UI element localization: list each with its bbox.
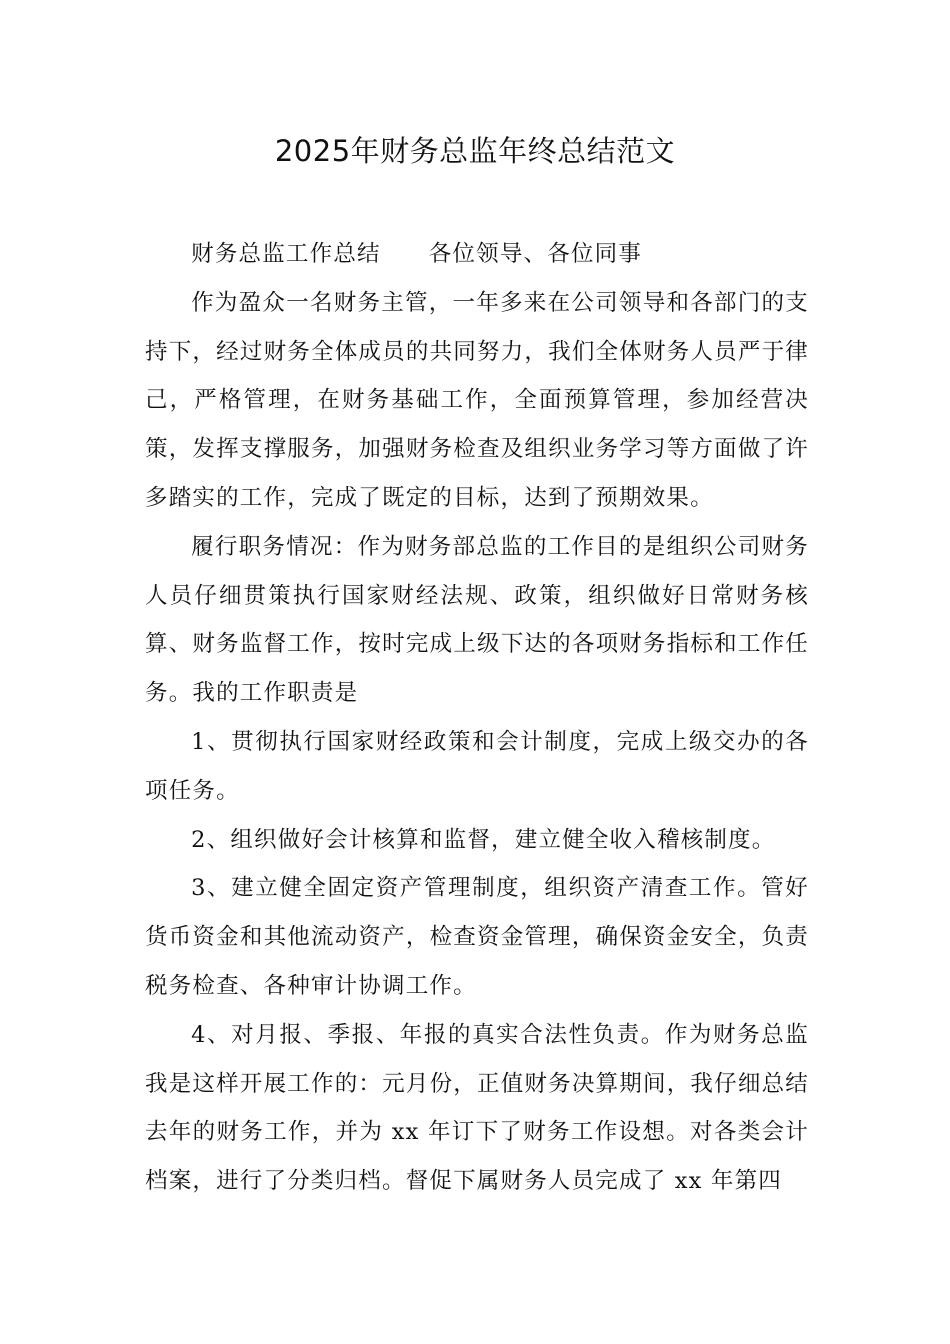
heading-right: 各位领导、各位同事	[428, 241, 643, 267]
paragraph-duties: 履行职务情况：作为财务部总监的工作目的是组织公司财务人员仔细贯策执行国家财经法规、政策，组织做好日常财务核算、财务监督工作，按时完成上级下达的各项财务指标和工作任务。我的工作职责是	[145, 533, 809, 707]
paragraph-item-1: 1、贯彻执行国家财经政策和会计制度，完成上级交办的各项任务。	[145, 728, 809, 804]
paragraph-intro: 作为盈众一名财务主管，一年多来在公司领导和各部门的支持下，经过财务全体成员的共同努力，我们全体财务人员严于律己，严格管理，在财务基础工作，全面预算管理，参加经营决策，发挥支撑服务，加强财务检查及组织业务学习等方面做了许多踏实的工作，完成了既定的目标，达到了预期效果。	[145, 289, 809, 511]
document-body	[145, 230, 809, 1206]
paragraph-item-2: 2、组织做好会计核算和监督，建立健全收入稽核制度。	[191, 826, 776, 853]
heading-left: 财务总监工作总结	[191, 241, 381, 267]
document-title: 2025年财务总监年终总结范文	[274, 134, 676, 168]
paragraph-item-4: 4、对月报、季报、年报的真实合法性负责。作为财务总监我是这样开展工作的：元月份，正值财务决算期间，我仔细总结去年的财务工作，并为 xx 年订下了财务工作设想。对各类会计档案，进行了分类归档。督促下属财务人员完成了 xx 年第四	[145, 1021, 809, 1195]
paragraph-item-3: 3、建立健全固定资产管理制度，组织资产清查工作。管好货币资金和其他流动资产，检查资金管理，确保资金安全，负责税务检查、各种审计协调工作。	[145, 875, 809, 999]
heading-line	[145, 230, 809, 279]
